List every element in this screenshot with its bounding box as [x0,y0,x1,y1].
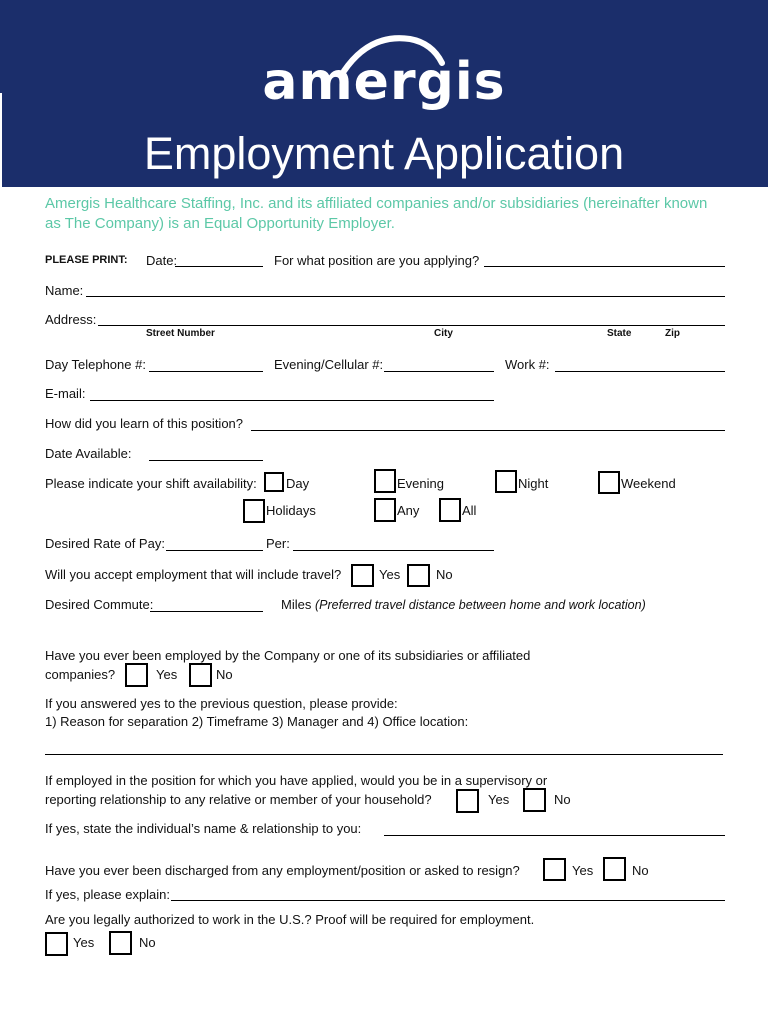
shift-weekend-checkbox[interactable] [598,471,620,494]
travel-yes-checkbox[interactable] [351,564,374,587]
authorized-no-checkbox[interactable] [109,931,132,955]
explain-field[interactable] [171,900,725,901]
header-banner [0,0,768,187]
zip-caption: Zip [665,328,680,339]
previous-yes-line2: 1) Reason for separation 2) Timeframe 3) Manager and 4) Office location: [45,714,469,729]
work-telephone-field[interactable] [555,371,725,372]
learn-label: How did you learn of this position? [45,416,244,431]
shift-evening-checkbox[interactable] [374,469,396,493]
employed-question-line1: Have you ever been employed by the Company or one of its subsidiaries or affiliated [45,648,531,663]
date-label: Date: [146,253,178,268]
discharged-no-checkbox[interactable] [603,857,626,881]
authorized-yes-label: Yes [73,935,95,950]
authorized-no-label: No [139,935,156,950]
shift-day-label: Day [286,476,310,491]
email-label: E-mail: [45,386,86,401]
shift-holidays-checkbox[interactable] [243,499,265,523]
discharged-no-label: No [632,863,649,878]
shift-weekend-label: Weekend [621,476,676,491]
page-title: Employment Application [143,128,625,179]
rate-label: Desired Rate of Pay: [45,536,165,551]
amergis-logo: amergis [262,52,506,112]
position-label: For what position are you applying? [274,253,480,268]
street-number-caption: Street Number [146,328,215,339]
relative-yes-label: Yes [488,792,510,807]
authorized-yes-checkbox[interactable] [45,932,68,956]
shift-evening-label: Evening [397,476,444,491]
please-print-label: PLEASE PRINT: [45,254,128,266]
employed-no-checkbox[interactable] [189,663,212,687]
relative-name-field[interactable] [384,835,725,836]
day-telephone-label: Day Telephone #: [45,357,146,372]
employed-yes-checkbox[interactable] [125,663,148,687]
email-field[interactable] [90,400,494,401]
employed-yes-label: Yes [156,667,178,682]
discharged-question: Have you ever been discharged from any employment/position or asked to resign? [45,863,520,878]
name-label: Name: [45,283,84,298]
city-caption: City [434,328,453,339]
authorized-question: Are you legally authorized to work in the U.S.? Proof will be required for employment. [45,912,535,927]
shift-any-label: Any [397,503,420,518]
shift-all-label: All [462,503,477,518]
date-field[interactable] [175,266,263,267]
shift-holidays-label: Holidays [266,503,316,518]
shift-night-label: Night [518,476,549,491]
evening-telephone-field[interactable] [384,371,494,372]
state-caption: State [607,328,632,339]
relative-no-label: No [554,792,571,807]
travel-no-label: No [436,567,453,582]
relative-question-line2: reporting relationship to any relative or member of your household? [45,792,432,807]
rate-field[interactable] [166,550,263,551]
eeo-statement: Amergis Healthcare Staffing, Inc. and its affiliated companies and/or subsidiaries (hereinafter known as The Company) is an Equal Opportunity Employer. [45,195,708,232]
relative-yes-checkbox[interactable] [456,789,479,813]
employed-no-label: No [216,667,233,682]
discharged-yes-label: Yes [572,863,594,878]
miles-label: Miles [281,597,312,612]
per-label: Per: [266,536,290,551]
commute-field[interactable] [150,611,263,612]
position-field[interactable] [484,266,725,267]
shift-any-checkbox[interactable] [374,498,396,522]
evening-telephone-label: Evening/Cellular #: [274,357,384,372]
address-field[interactable] [98,325,725,326]
previous-yes-line1: If you answered yes to the previous question, please provide: [45,696,398,711]
name-field[interactable] [86,296,725,297]
travel-no-checkbox[interactable] [407,564,430,587]
shift-label: Please indicate your shift availability: [45,476,257,491]
shift-all-checkbox[interactable] [439,498,461,522]
shift-night-checkbox[interactable] [495,470,517,493]
explain-label: If yes, please explain: [45,887,171,902]
date-available-label: Date Available: [45,446,132,461]
discharged-yes-checkbox[interactable] [543,858,566,881]
relative-no-checkbox[interactable] [523,788,546,812]
relative-question-line1: If employed in the position for which you have applied, would you be in a supervisory or [45,773,548,788]
travel-yes-label: Yes [379,567,401,582]
miles-note: (Preferred travel distance between home and work location) [315,598,646,612]
learn-field[interactable] [251,430,725,431]
work-telephone-label: Work #: [505,357,550,372]
address-label: Address: [45,312,97,327]
commute-label: Desired Commute: [45,597,154,612]
day-telephone-field[interactable] [149,371,263,372]
shift-day-checkbox[interactable] [264,472,284,492]
travel-label: Will you accept employment that will include travel? [45,567,342,582]
employed-question-line2: companies? [45,667,116,682]
date-available-field[interactable] [149,460,263,461]
per-field[interactable] [293,550,494,551]
previous-details-field[interactable] [45,754,723,755]
relative-name-label: If yes, state the individual’s name & relationship to you: [45,821,362,836]
